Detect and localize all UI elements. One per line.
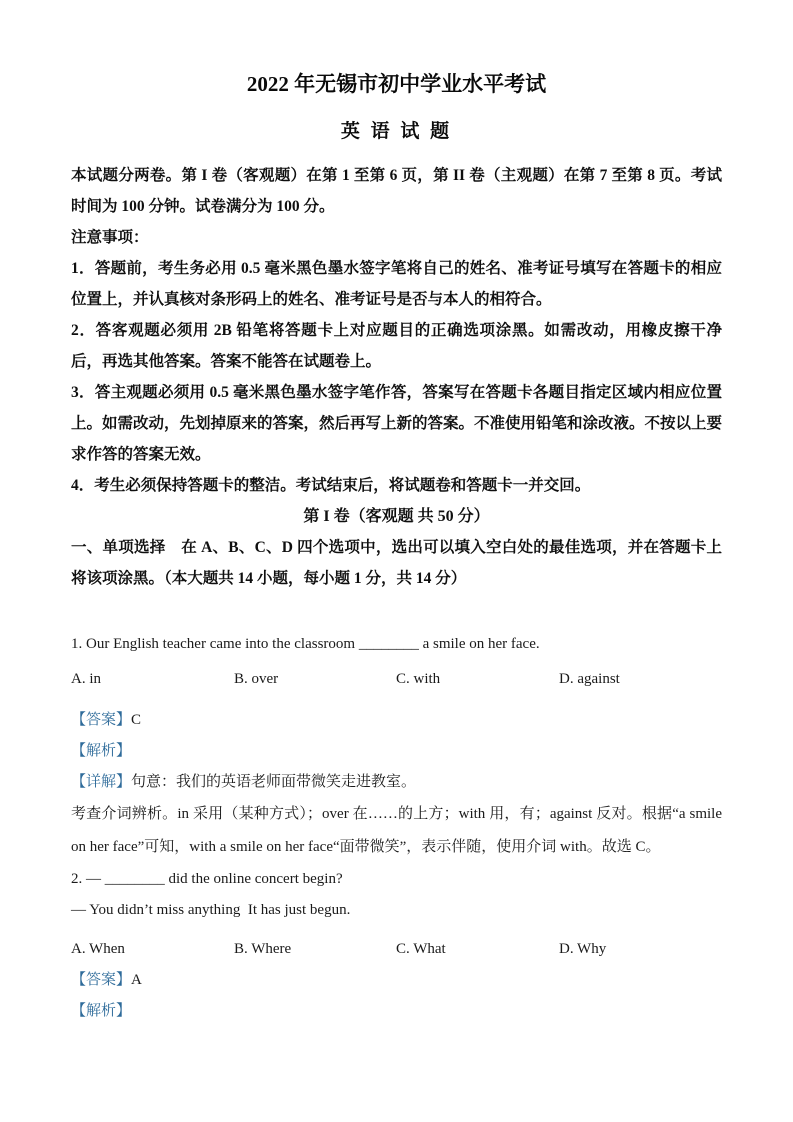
question-2-answer-line: [71, 965, 722, 996]
question-1-detail-line: [71, 767, 722, 798]
analysis-label: 【解析】: [71, 743, 132, 759]
section-heading: 第 I 卷（客观题 共 50 分）: [303, 508, 490, 525]
option-a: A. When: [71, 941, 125, 957]
answer-label: 【答案】: [71, 972, 132, 988]
option-c: C. What: [396, 941, 446, 957]
notice-item-1: 1．答题前，考生务必用 0.5 毫米黑色墨水签字笔将自己的姓名、准考证号填写在答题卡的相应位置上，并认真核对条形码上的姓名、准考证号是否与本人的相符合。: [71, 260, 722, 308]
question-2-analysis-line: [71, 996, 722, 1027]
page-subtitle: 英 语 试 题: [340, 121, 453, 142]
notice-heading: 注意事项：: [71, 229, 149, 246]
question-block-2: [71, 864, 722, 1027]
question-1-explanation: 考查介词辨析。in 采用（某种方式）；over 在……的上方；with 用，有；against 反对。根据“a smile on her face”可知，with a smile on her face“面带微笑”，表示伴随，使用介词 with。故选 C。: [71, 806, 722, 855]
notice-item-3: 3．答主观题必须用 0.5 毫米黑色墨水签字笔作答，答案写在答题卡各题目指定区域内相应位置上。如需改动，先划掉原来的答案，然后再写上新的答案。不准使用铅笔和涂改液。不按以上要求作答的答案无效。: [71, 384, 723, 463]
exam-intro: 本试题分两卷。第 I 卷（客观题）在第 1 至第 6 页，第 II 卷（主观题）在第 7 至第 8 页。考试时间为 100 分钟。试卷满分为 100 分。: [71, 167, 722, 215]
analysis-label: 【解析】: [71, 1003, 132, 1019]
part-instructions: 一、单项选择 在 A、B、C、D 四个选项中，选出可以填入空白处的最佳选项，并在答题卡上将该项涂黑。（本大题共 14 小题，每小题 1 分，共 14 分）: [71, 539, 722, 587]
notice-item-4: 4．考生必须保持答题卡的整洁。考试结束后，将试题卷和答题卡一并交回。: [71, 477, 591, 494]
notice-item-2: 2．答客观题必须用 2B 铅笔将答题卡上对应题目的正确选项涂黑。如需改动，用橡皮擦干净后，再选其他答案。答案不能答在试题卷上。: [71, 322, 722, 370]
option-b: B. Where: [234, 941, 292, 957]
detail-label: 【详解】: [71, 774, 132, 790]
detail-text: 句意：我们的英语老师面带微笑走进教室。: [131, 774, 417, 790]
answer-value: C: [131, 712, 142, 728]
option-d: D. Why: [559, 941, 607, 957]
question-block-1: [71, 629, 722, 864]
option-d: D. against: [559, 671, 620, 687]
question-2-stem: 2. — ________ did the online concert begin?: [71, 871, 343, 887]
option-b: B. over: [234, 671, 279, 687]
option-a: A. in: [71, 671, 101, 687]
answer-value: A: [131, 972, 142, 988]
answer-label: 【答案】: [71, 712, 132, 728]
question-2-options: [71, 934, 722, 965]
question-1-options: [71, 664, 722, 695]
option-c: C. with: [396, 671, 441, 687]
question-1-analysis-line: [71, 736, 722, 767]
question-1-answer-line: [71, 705, 722, 736]
page-title: 2022 年无锡市初中学业水平考试: [246, 72, 547, 96]
question-2-stem-reply: — You didn’t miss anything It has just begun.: [71, 902, 351, 918]
question-1-stem: 1. Our English teacher came into the classroom ________ a smile on her face.: [71, 636, 540, 652]
